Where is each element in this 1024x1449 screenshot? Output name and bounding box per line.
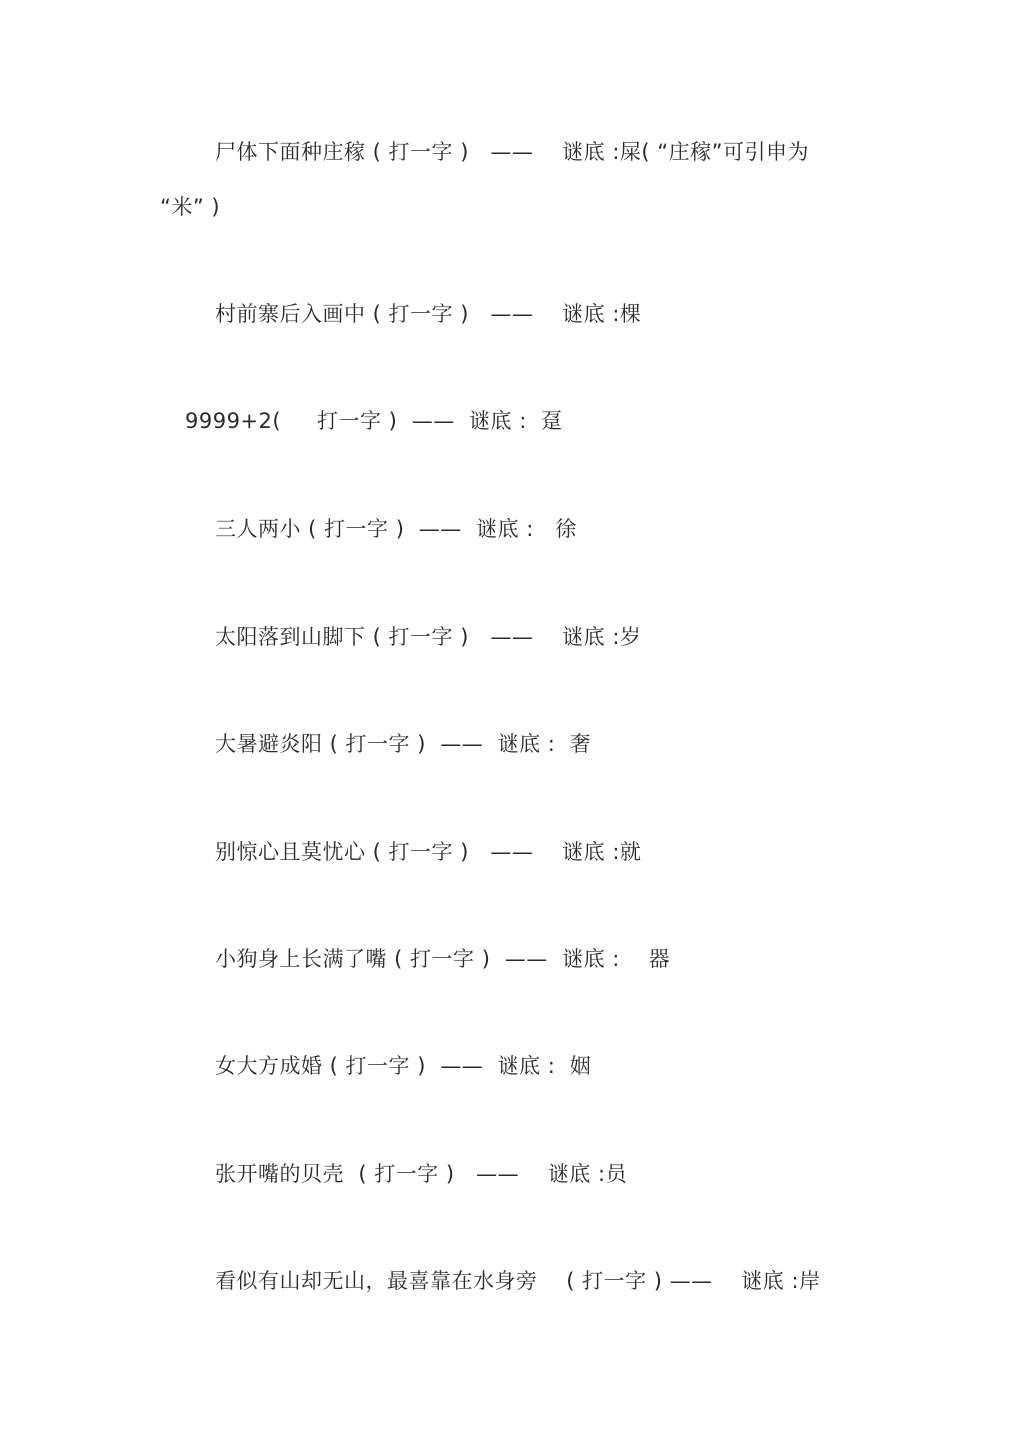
- riddle-line: 三人两小 ( 打一字 ) —— 谜底 : 徐: [215, 517, 577, 541]
- riddle-line: 大暑避炎阳 ( 打一字 ) —— 谜底 : 奢: [215, 732, 592, 756]
- riddle-line: 看似有山却无山，最喜靠在水身旁 ( 打一字 ) —— 谜底 :岸: [215, 1269, 821, 1293]
- riddle-line: 张开嘴的贝壳 ( 打一字 ) —— 谜底 :员: [215, 1162, 628, 1186]
- riddle-line: 别惊心且莫忧心 ( 打一字 ) —— 谜底 :就: [215, 840, 642, 864]
- riddle-line-continuation: “米” ): [160, 195, 221, 219]
- riddle-line: 尸体下面种庄稼 ( 打一字 ) —— 谜底 :屎( “庄稼”可引申为: [215, 140, 810, 164]
- riddle-line: 小狗身上长满了嘴 ( 打一字 ) —— 谜底 : 器: [215, 947, 671, 971]
- riddle-line: 村前寨后入画中 ( 打一字 ) —— 谜底 :棵: [215, 302, 642, 326]
- riddle-line: 9999+2( 打一字 ) —— 谜底 : 趸: [185, 409, 563, 433]
- riddle-line: 太阳落到山脚下 ( 打一字 ) —— 谜底 :岁: [215, 625, 642, 649]
- riddle-line: 女大方成婚 ( 打一字 ) —— 谜底 : 姻: [215, 1054, 592, 1078]
